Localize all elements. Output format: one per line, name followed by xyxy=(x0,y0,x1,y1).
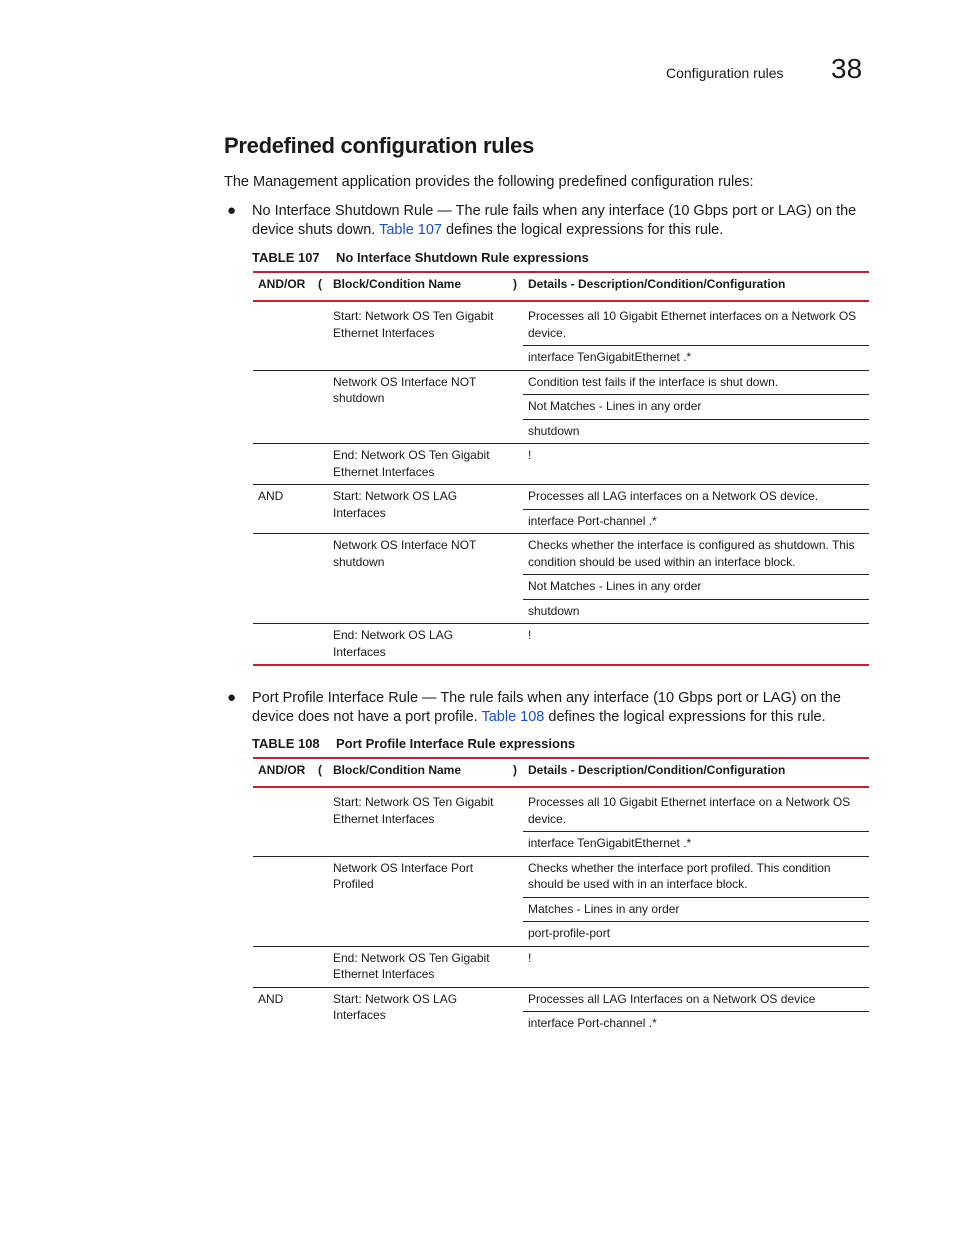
rule-term: No Interface Shutdown Rule xyxy=(252,203,434,219)
col-block-name: Block/Condition Name xyxy=(328,272,508,301)
op-cell xyxy=(253,534,313,624)
table-row xyxy=(253,787,869,832)
detail-cell: Processes all 10 Gigabit Ethernet interface on a Network OS device. xyxy=(523,787,869,832)
op-cell xyxy=(253,787,313,856)
name-cell: Network OS Interface NOT shutdown xyxy=(328,370,508,444)
bullet-icon: ● xyxy=(227,689,237,706)
col-open-paren: ( xyxy=(313,758,328,787)
name-cell: End: Network OS Ten Gigabit Ethernet Interfaces xyxy=(328,946,508,987)
table-107-caption xyxy=(252,250,589,265)
table-row xyxy=(253,370,869,395)
detail-cell: Processes all LAG interfaces on a Network OS device. xyxy=(523,485,869,510)
detail-cell: Matches - Lines in any order xyxy=(523,897,869,922)
op-cell xyxy=(253,856,313,946)
detail-cell: port-profile-port xyxy=(528,926,611,940)
col-open-paren: ( xyxy=(313,272,328,301)
table-row xyxy=(253,624,869,666)
detail-cell: ! xyxy=(523,946,869,987)
op-cell xyxy=(253,946,313,987)
name-cell: Start: Network OS LAG Interfaces xyxy=(328,485,508,534)
table-row xyxy=(253,856,869,897)
detail-cell: shutdown xyxy=(528,603,580,618)
name-cell: End: Network OS Ten Gigabit Ethernet Interfaces xyxy=(328,444,508,485)
op-cell: AND xyxy=(253,485,313,534)
col-and-or: AND/OR xyxy=(253,272,313,301)
rule-description-tail: defines the logical expressions for this rule. xyxy=(441,221,724,238)
col-details: Details - Description/Condition/Configuration xyxy=(523,758,869,787)
name-cell: Network OS Interface Port Profiled xyxy=(328,856,508,946)
col-details: Details - Description/Condition/Configuration xyxy=(523,272,869,301)
op-cell xyxy=(253,624,313,666)
table-row xyxy=(253,444,869,485)
detail-cell: Not Matches - Lines in any order xyxy=(523,575,869,600)
detail-cell: Checks whether the interface port profiled. This condition should be used with in an interface block. xyxy=(523,856,869,897)
name-cell: Network OS Interface NOT shutdown xyxy=(328,534,508,624)
rule-description-tail: defines the logical expressions for this rule. xyxy=(544,708,826,725)
detail-cell: interface TenGigabitEthernet .* xyxy=(523,346,869,371)
detail-cell: Processes all LAG Interfaces on a Network OS device xyxy=(523,987,869,1012)
table-label: TABLE 108 xyxy=(252,736,320,751)
table-row xyxy=(253,946,869,987)
detail-cell: Checks whether the interface is configured as shutdown. This condition should be used within an interface block. xyxy=(523,534,869,575)
detail-cell: ! xyxy=(523,624,869,666)
page-title: Predefined configuration rules xyxy=(224,133,535,158)
detail-cell: Processes all 10 Gigabit Ethernet interfaces on a Network OS device. xyxy=(523,301,869,346)
table-row xyxy=(253,987,869,1012)
rule-description: — The rule fails when any interface (10 Gbps port or LAG) on the device shuts down. xyxy=(252,203,857,238)
name-cell: Start: Network OS Ten Gigabit Ethernet Interfaces xyxy=(333,309,494,340)
table-row xyxy=(253,301,869,346)
table-row xyxy=(253,534,869,575)
running-header-section: Configuration rules xyxy=(666,65,784,81)
detail-cell: shutdown xyxy=(528,423,580,438)
table-107-link[interactable]: Table 107 xyxy=(379,221,442,238)
detail-cell: interface Port-channel .* xyxy=(528,1016,657,1030)
col-and-or: AND/OR xyxy=(253,758,313,787)
detail-cell: Condition test fails if the interface is shut down. xyxy=(523,370,869,395)
detail-cell: interface TenGigabitEthernet .* xyxy=(523,832,869,857)
table-107 xyxy=(253,271,869,666)
bullet-icon: ● xyxy=(227,202,237,219)
bullet-no-interface-shutdown xyxy=(227,202,872,239)
bullet-port-profile-interface xyxy=(227,689,872,726)
table-label: TABLE 107 xyxy=(252,250,320,265)
table-108 xyxy=(253,757,869,1036)
table-108-caption xyxy=(252,736,576,751)
chapter-number: 38 xyxy=(831,53,863,84)
intro-paragraph: The Management application provides the following predefined configuration rules: xyxy=(224,174,754,190)
op-cell xyxy=(253,370,313,444)
table-header-row xyxy=(253,758,869,787)
table-108-link[interactable]: Table 108 xyxy=(481,708,545,725)
col-close-paren: ) xyxy=(508,272,523,301)
table-title: No Interface Shutdown Rule expressions xyxy=(336,250,589,265)
table-header-row xyxy=(253,272,869,301)
rule-description: — The rule fails when any interface (10 Gbps port or LAG) on the device does not have a port profile. xyxy=(252,690,841,725)
col-block-name: Block/Condition Name xyxy=(328,758,508,787)
rule-term: Port Profile Interface Rule xyxy=(252,690,419,706)
name-cell: Start: Network OS LAG Interfaces xyxy=(328,987,508,1036)
op-cell xyxy=(253,301,313,370)
name-cell: Start: Network OS Ten Gigabit Ethernet Interfaces xyxy=(333,795,494,826)
table-row xyxy=(253,485,869,510)
detail-cell: ! xyxy=(523,444,869,485)
table-title: Port Profile Interface Rule expressions xyxy=(336,736,576,751)
detail-cell: Not Matches - Lines in any order xyxy=(523,395,869,420)
col-close-paren: ) xyxy=(508,758,523,787)
name-cell: End: Network OS LAG Interfaces xyxy=(328,624,508,666)
detail-cell: interface Port-channel .* xyxy=(528,513,657,528)
op-cell xyxy=(253,444,313,485)
op-cell: AND xyxy=(253,987,313,1036)
